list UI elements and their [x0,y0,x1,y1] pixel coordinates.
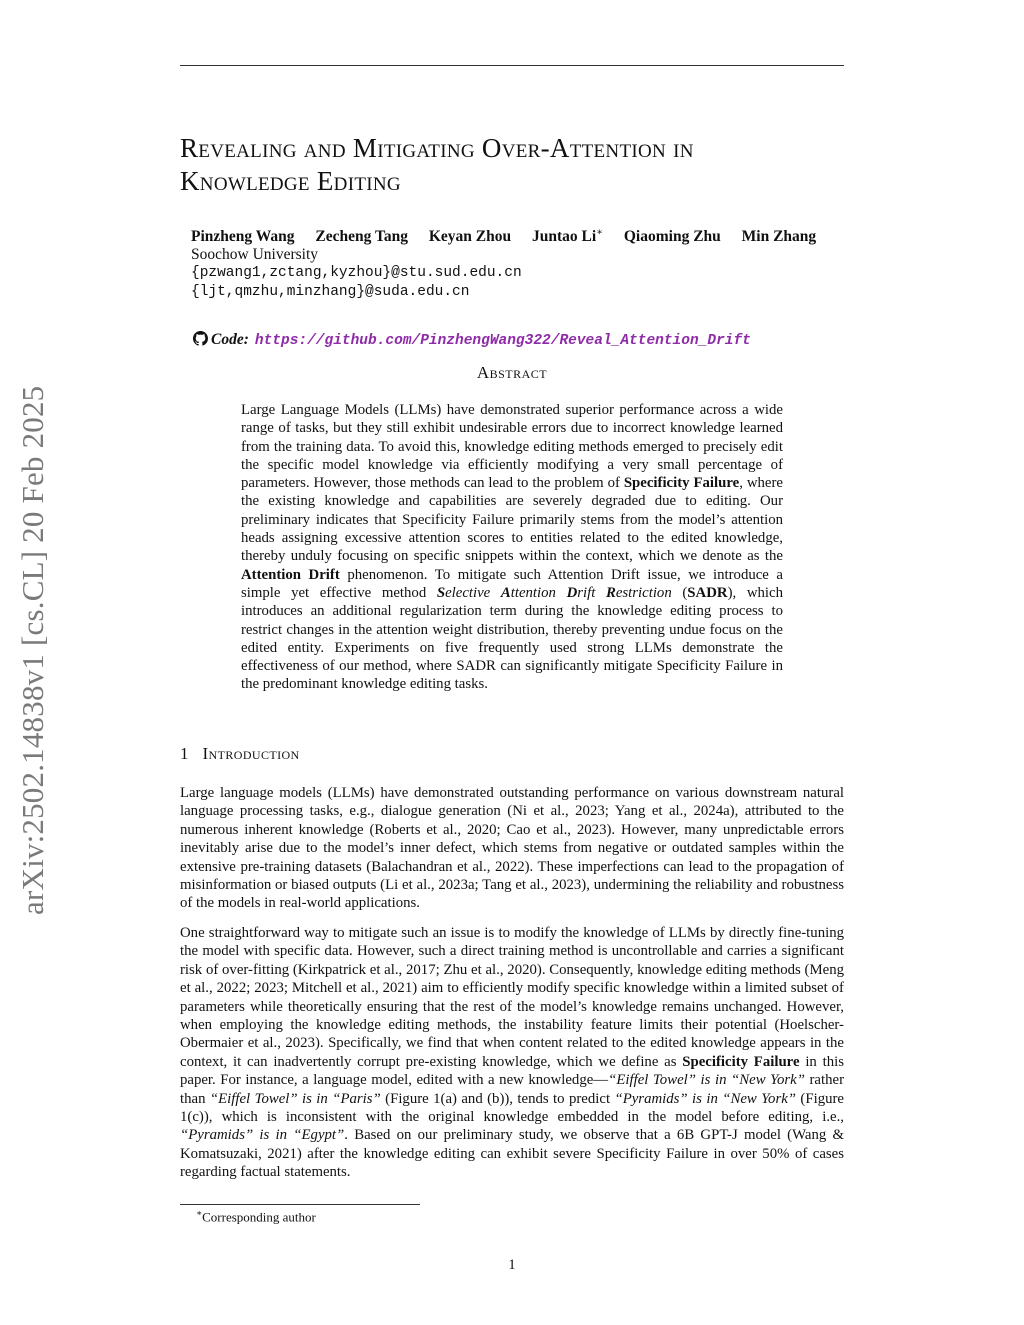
author-name: Juntao Li∗ [532,227,603,246]
affiliation: Soochow University [191,246,319,263]
top-rule [180,65,844,66]
abstract-heading: Abstract [476,363,548,382]
section-heading-introduction [180,744,300,764]
footnote-rule [180,1204,420,1205]
code-link-line [193,331,751,351]
section-title: Introduction [202,744,300,763]
method-acronym: SADR [687,584,728,601]
author-name: Min Zhang [741,228,817,246]
term-specificity-failure: Specificity Failure [623,475,740,492]
arxiv-sidebar-stamp: arXiv:2502.14838v1 [cs.CL] 20 Feb 2025 [15,385,50,915]
term-specificity-failure: Specificity Failure [682,1053,800,1070]
title-line-2: Knowledge Editing [180,166,401,196]
author-name: Zecheng Tang [315,228,408,246]
abstract-body: Large Language Models (LLMs) have demonstrated superior performance across a wide range of tasks, but they still exhibit undesirable errors due to incorrect knowledge learned from the training data. To avoid this, knowledge editing methods emerged to precisely edit the specific model knowledge via efficiently modifying a very small percentage of parameters. However, those methods can lead to the problem of Specificity Failure, where the existing knowledge and capabilities are severely degraded due to editing. Our preliminary indicates that Specificity Failure primarily stems from the model’s attention heads assigning excessive attention scores to entities related to the edited knowledge, thereby unduly focusing on specific snippets within the context, which we denote as the Attention Drift phenomenon. To mitigate such Attention Drift issue, we introduce a simple yet effective method Selective Attention Drift Restriction (SADR), which introduces an additional regularization term during the knowledge editing process to restrict changes in the attention weight distribution, thereby preventing undue focus on the edited entity. Experiments on five frequently used strong LLMs demonstrate the effectiveness of our method, where SADR can significantly mitigate Specificity Failure in the predominant knowledge editing tasks. [241,402,783,693]
intro-paragraph-2: One straightforward way to mitigate such an issue is to modify the knowledge of LLMs by directly fine-tuning the model with specific data. However, such a direct training method is uncontrollable and carries a significant risk of over-fitting (Kirkpatrick et al., 2017; Zhu et al., 2020). Consequently, knowledge editing methods (Meng et al., 2022; 2023; Mitchell et al., 2021) aim to efficiently modify specific knowledge within a limited subset of parameters while theoretically ensuring that the rest of the model’s knowledge remains unchanged. However, when employing the knowledge editing methods, the instability feature limits their potential (Hoelscher-Obermaier et al., 2023). Specifically, we find that when content related to the edited knowledge appears in the context, it can inadvertently corrupt pre-existing knowledge, which we define as Specificity Failure in this paper. For instance, a language model, edited with a new knowledge—“Eiffel Towel” is in “New York” rather than “Eiffel Towel” is in “Paris” (Figure 1(a) and (b)), tends to predict “Pyramids” is in “New York” (Figure 1(c)), which is inconsistent with the original knowledge embedded in the model before editing, i.e., “Pyramids” is in “Egypt”. Based on our preliminary study, we observe that a 6B GPT-J model (Wang & Komatsuzaki, 2021) after the knowledge editing can exhibit severe Specificity Failure in over 50% of cases regarding factual statements. [180,925,845,1181]
code-url-link[interactable]: https://github.com/PinzhengWang322/Reveal_Attention_Drift [254,333,751,349]
title-line-1: Revealing and Mitigating Over-Attention in [180,133,694,163]
method-name: Selective Attention Drift Restriction [436,584,672,601]
author-name: Qiaoming Zhu [623,228,721,246]
github-icon [193,331,208,351]
author-list [191,227,816,246]
code-label: Code: [211,331,249,348]
corresponding-mark: ∗ [596,227,603,238]
intro-paragraph-1: Large language models (LLMs) have demonstrated outstanding performance on various downstream natural language processing tasks, e.g., dialogue generation (Ni et al., 2023; Yang et al., 2024a), attributed to the numerous inherent knowledge (Roberts et al., 2020; Cao et al., 2023). However, many unpredictable errors inevitably arise due to the model’s inner defect, which stems from negative or outdated samples within the extensive pre-training datasets (Balachandran et al., 2022). These imperfections can lead to the propagation of misinformation or biased outputs (Li et al., 2023a; Tang et al., 2023), undermining the reliability and robustness of the models in real-world applications. [180,785,844,912]
email-line: {pzwang1,zctang,kyzhou}@stu.sud.edu.cn [191,265,522,281]
footnote-mark: ∗ [196,1208,203,1218]
email-line: {ljt,qmzhu,minzhang}@suda.edu.cn [191,284,470,300]
footnote [196,1208,316,1225]
author-name: Pinzheng Wang [191,228,295,246]
page-number: 1 [508,1257,516,1273]
author-name: Keyan Zhou [428,228,512,246]
section-number: 1 [180,744,189,763]
term-attention-drift: Attention Drift [241,566,340,583]
paper-title [180,132,860,198]
footnote-text: Corresponding author [202,1209,316,1225]
